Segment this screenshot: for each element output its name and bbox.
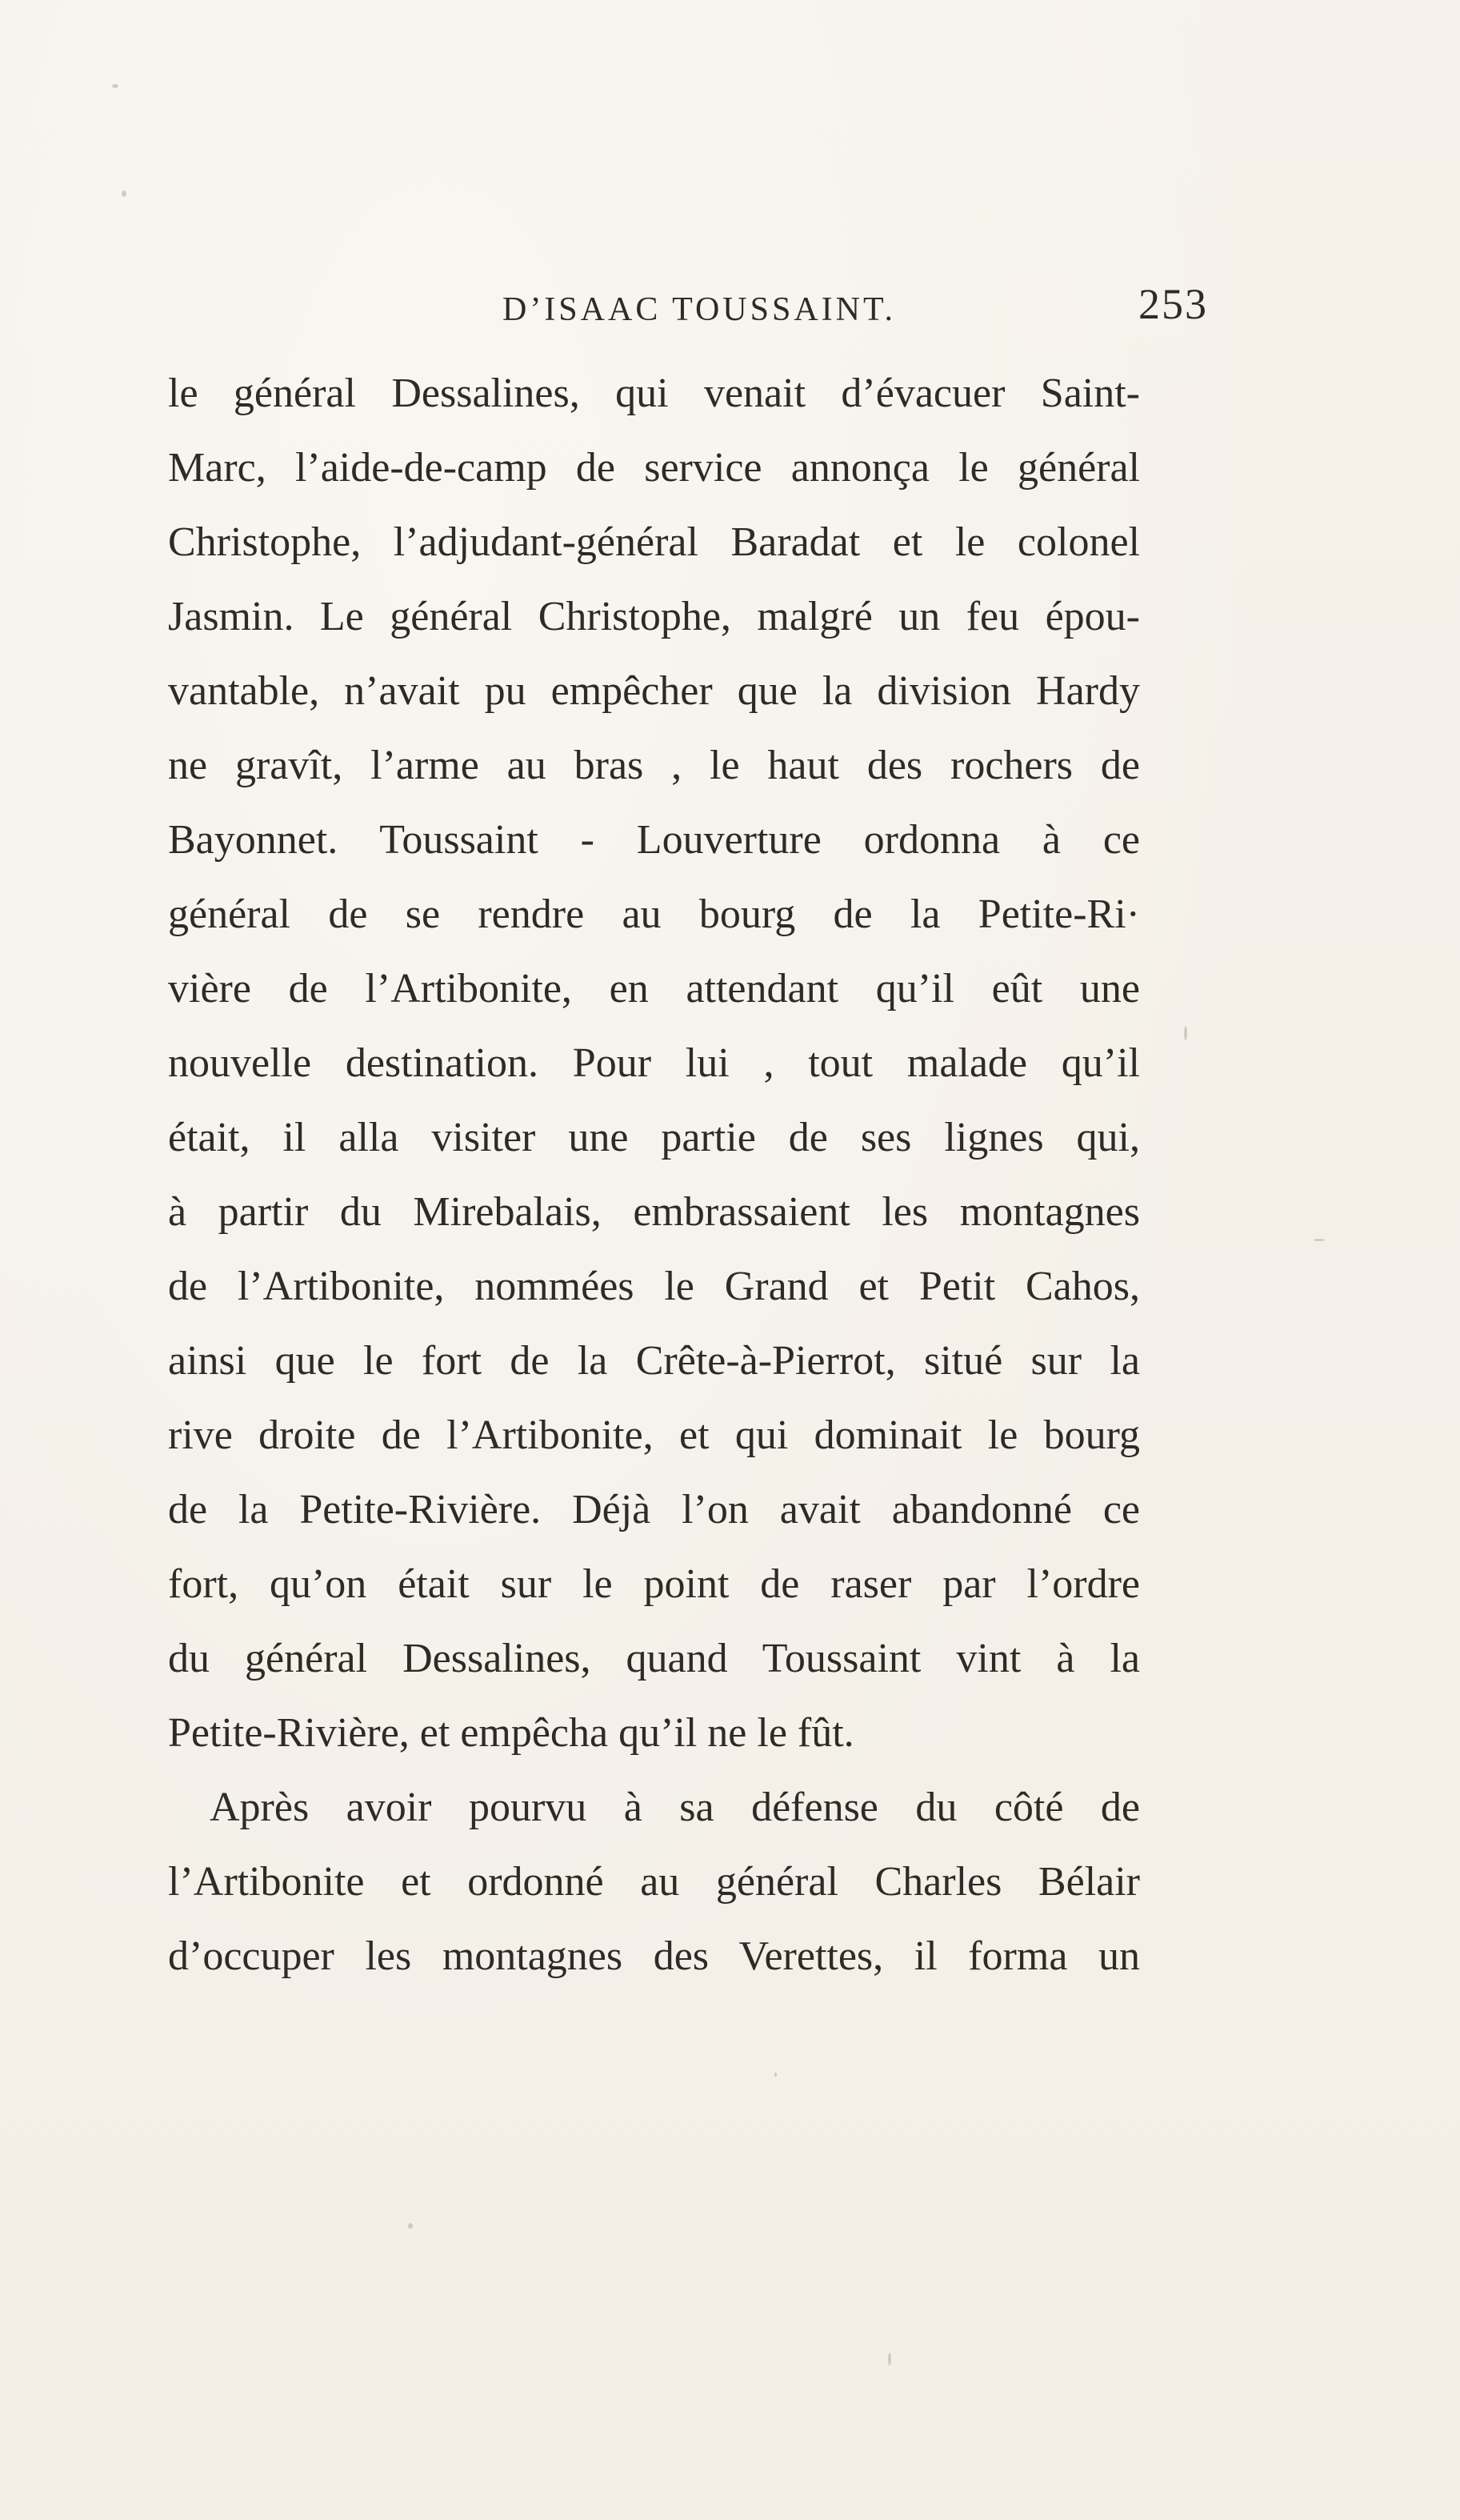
- text-line: ainsi que le fort de la Crête-à-Pierrot, situé sur la: [168, 1338, 1140, 1384]
- text-line: de l’Artibonite, nommées le Grand et Petit Cahos,: [168, 1264, 1140, 1309]
- page-number: 253: [1138, 280, 1208, 328]
- running-title: D’ISAAC TOUSSAINT.: [502, 291, 897, 328]
- text-line: d’occuper les montagnes des Verettes, il forma un: [168, 1933, 1140, 1979]
- text-line: Marc, l’aide-de-camp de service annonça le général: [168, 445, 1140, 491]
- text-line: le général Dessalines, qui venait d’évacuer Saint-: [168, 371, 1140, 416]
- paper-speck: [1184, 1026, 1187, 1040]
- text-line: du général Dessalines, quand Toussaint vint à la: [168, 1636, 1140, 1681]
- paper-speck: [774, 2073, 777, 2077]
- text-line: fort, qu’on était sur le point de raser par l’ordre: [168, 1561, 1140, 1607]
- text-line: Jasmin. Le général Christophe, malgré un feu épou-: [168, 594, 1140, 639]
- paragraph-start-line: Après avoir pourvu à sa défense du côté de: [210, 1785, 1140, 1830]
- paper-speck: [1314, 1239, 1325, 1241]
- text-line: nouvelle destination. Pour lui , tout malade qu’il: [168, 1040, 1140, 1086]
- text-line: à partir du Mirebalais, embrassaient les montagnes: [168, 1189, 1140, 1235]
- text-line: général de se rendre au bourg de la Petite-Ri·: [168, 891, 1140, 937]
- paper-speck: [122, 190, 126, 197]
- text-line: vière de l’Artibonite, en attendant qu’il eût une: [168, 966, 1140, 1012]
- text-line: vantable, n’avait pu empêcher que la division Hardy: [168, 668, 1140, 714]
- text-line: rive droite de l’Artibonite, et qui dominait le bourg: [168, 1412, 1140, 1458]
- body-text: [168, 356, 1140, 1993]
- paper-speck: [408, 2223, 413, 2229]
- paper-speck: [888, 2353, 891, 2366]
- text-line: ne gravît, l’arme au bras , le haut des rochers de: [168, 743, 1140, 788]
- text-line: Christophe, l’adjudant-général Baradat et le colonel: [168, 519, 1140, 565]
- text-line: Bayonnet. Toussaint - Louverture ordonna à ce: [168, 817, 1140, 863]
- paragraph-end-line: Petite-Rivière, et empêcha qu’il ne le fût.: [168, 1710, 854, 1756]
- text-line: était, il alla visiter une partie de ses lignes qui,: [168, 1115, 1140, 1160]
- text-line: l’Artibonite et ordonné au général Charles Bélair: [168, 1859, 1140, 1905]
- text-line: de la Petite-Rivière. Déjà l’on avait abandonné ce: [168, 1487, 1140, 1532]
- paper-speck: [112, 84, 118, 88]
- page-header: [168, 280, 1208, 340]
